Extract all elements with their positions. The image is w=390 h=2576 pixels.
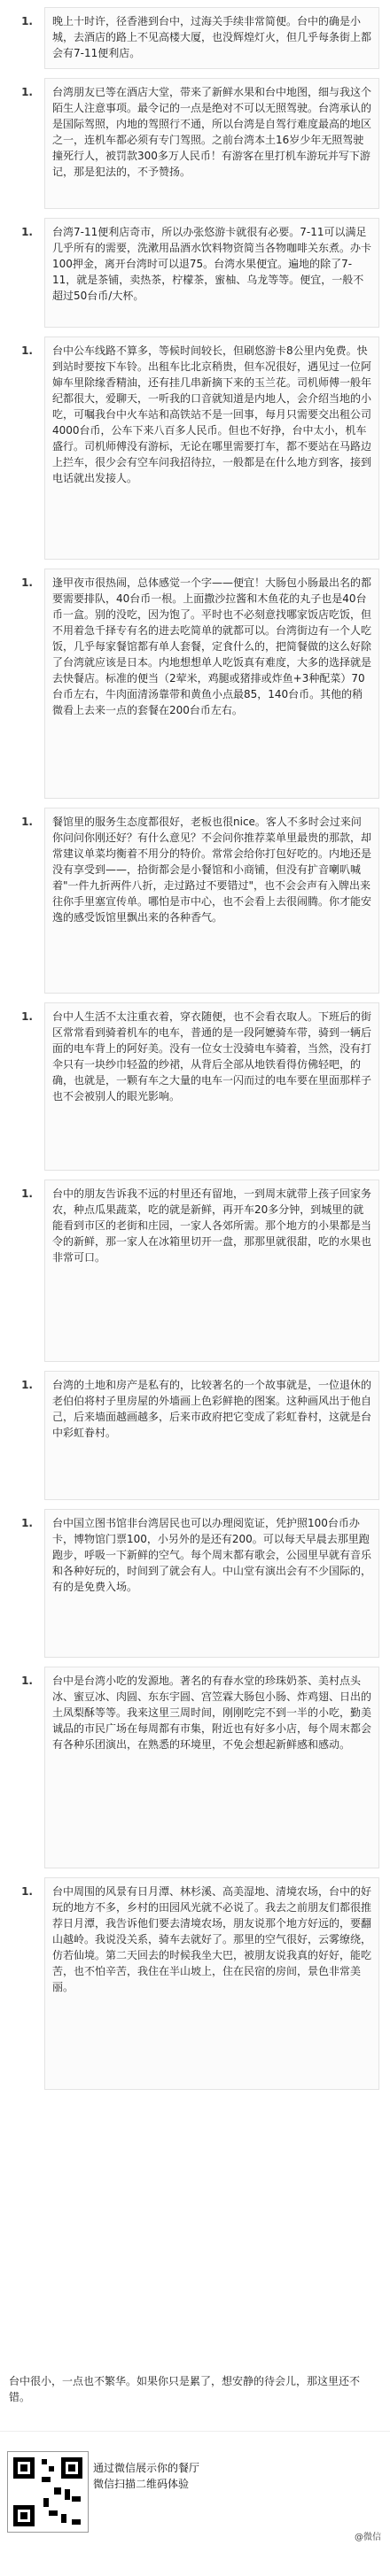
list-item [21, 78, 379, 209]
list-item [21, 7, 379, 69]
item-number: 1. [21, 1885, 33, 1898]
item-number: 1. [21, 86, 33, 98]
item-text: 逢甲夜市很热闹，总体感觉一个字——便宜！大肠包小肠最出名的都要需要排队，40台币一根。上面撒沙拉酱和木鱼花的丸子也是40台币一盒。别的没吃，因为饱了。平时也不必刻意找哪家饭店吃饭，但不用着急千择专有名的进去吃简单的就都可以。台湾街边有一个人吃饭，几乎每家餐馆都有单人套餐，定食什么的，把简餐做的这么好除了台湾就应该是日本。内地想想单人吃饭真有难度，大多的选择就是去快餐店。标准的便当（2荤米，鸡腿或猪排或炸鱼+3种配菜）70台币左右，牛肉面清汤靠带和黄鱼小点最85，140台币。其他的稍微看上去来一点的套餐在200台币左右。 [52, 576, 372, 716]
closing-paragraph: 台中很小，一点也不繁华。如果你只是累了，想安静的待会儿，那这里还不错。 [9, 2375, 361, 2403]
item-text: 台湾7-11便利店奇市，所以办张悠游卡就很有必要。7-11可以满足几乎所有的需要，洗漱用品酒水饮料物资简当各物咖啡关东煮。办卡100押金，离开台湾时可以退75。台湾水果便宜。遍地的除了7-11，就是茶铺，卖热茶，柠檬茶，蜜柚、乌龙等等。便宜，一般不超过50台币/大杯。 [52, 226, 372, 302]
list-item [21, 1667, 379, 1868]
item-text: 台中是台湾小吃的发源地。著名的有春水堂的珍珠奶茶、美村点头冰、蜜豆冰、肉圆、东东宇圆、宫笠霖大肠包小肠、炸鸡翅、日出的土凤梨酥等等。我来这里三周时间，刚刚吃完不到一半的小吃，勤美诚品的市民广场在每周都有市集，附近也有好多小店，每个周末都会有各种乐团演出，在熟悉的环境里，不免会想起新鲜感和感动。 [52, 1675, 372, 1751]
list-item [21, 569, 379, 799]
item-number: 1. [21, 816, 33, 828]
list-item [21, 1509, 379, 1658]
logo: @微信 [355, 2533, 381, 2542]
item-text: 台中国立图书馆非台湾居民也可以办理阅览证，凭护照100台币办卡，博物馆门票100，小另外的是还有200。可以每天早晨去那里跑跑步，呼吸一下新鲜的空气。每个周末都有歌会，公园里早就有音乐和各种好玩的，时间到了就会有人。中山堂有演出会有不少国际的，有的是免费入场。 [52, 1517, 372, 1593]
list-item [21, 1002, 379, 1171]
item-number: 1. [21, 1187, 33, 1200]
footer-line-1: 通过微信展示你的餐厅 [93, 2462, 200, 2474]
item-text: 台湾的土地和房产是私有的，比较著名的一个故事就是，一位退休的老伯伯将村子里房屋的外墙画上色彩鲜艳的图案。这种画风出于他自己，后来墙面越画越多，后来市政府把它变成了彩虹眷村，这就是台中彩虹眷村。 [52, 1379, 372, 1439]
item-number: 1. [21, 576, 33, 589]
item-text: 台中人生活不太注重衣着，穿衣随便，也不会看衣取人。下班后的街区常常看到骑着机车的电车，普通的是一段阿嬷骑车带，骑到一辆后面的电车背上的阿好美。没有一位女士没骑电车骑着，当然，没有打伞只有一块纱巾轻盈的纱裙，从背后全部从地铁看得仿佛轻吧，的确，也就是，一颗有车之大量的电车一闪而过的电车要在里面那样子也不会被别人的眼光影响。 [52, 1010, 372, 1102]
list-item [21, 337, 379, 560]
list-item [21, 808, 379, 994]
footer-line-2: 微信扫描二维码体验 [93, 2478, 190, 2490]
item-text: 台中公车线路不算多，等候时间较长，但刷悠游卡8公里内免费。快到站时要按下车铃。出租车比北京稍贵，但车况很好，遇见过一位阿婶车里除缘香精油，还有挂几串新摘下来的玉兰花。司机师傅一般年纪都很大，爱聊天，一听我的口音就知道是内地人，会介绍当地的小吃，可嘱我台中火车站和高铁站不是一回事，每月只需要交出租公司4000台币，公车下来八百多人民币。但也不好挣，台中太小，机车盛行。司机师傅没有游标，无论在哪里需要打车，都不要站在马路边上拦车，很少会有空车问我招待拉，一般都是在什么地方到客，接到电话就出发接人。 [52, 344, 372, 484]
item-text: 台中的朋友告诉我不远的村里还有留地，一到周末就带上孩子回家务农，种点瓜果蔬菜，吃的就是新鲜，再开车20多分钟，到城里的就能看到市区的老街和庄园，一家人各郊所需。那个地方的小果都是当令的新鲜，那一家人在冰箱里切开一盘，那那里就很甜，吃的水果也非常可口。 [52, 1187, 372, 1264]
item-text: 台中周围的风景有日月潭、林杉溪、高美湿地、清境农场，台中的好玩的地方不多，乡村的田园风光就不必说了。我去之前朋友们都很推荐日月潭，我告诉他们要去清境农场，朋友说那个地方好远的，要翻山越岭。我说没关系，骑车去就好了。那里的空气很好，云雾缭绕，仿若仙境。第二天回去的时候我坐大巴，被朋友说我真的好好，能吃苦，也不怕辛苦，我住在半山坡上，住在民宿的房间，景色非常美丽。 [52, 1885, 372, 1993]
list-item [21, 1371, 379, 1500]
item-number: 1. [21, 1379, 33, 1391]
footer-text [93, 2460, 199, 2492]
item-text: 台湾朋友已等在酒店大堂，带来了新鲜水果和台中地图，细与我这个陌生人注意事项。最令记的一点是绝对不可以无照驾驶。台湾承认的是国际驾照，内地的驾照行不通，所以台湾是自驾行难度最高的地区之一，连机车都必须有专门驾照。之前台湾本土16岁少年无照驾驶撞死行人，被罚款300多万人民币！有游客在里打机车游玩并写下游记，那是犯法的，不予赞扬。 [52, 86, 372, 178]
footer [0, 2431, 390, 2573]
item-text: 餐馆里的服务生态度都很好，老板也很nice。客人不多时会过来问你问问你刚还好？有什么意见？不会问你推荐菜单里最贵的那款，却常建议单菜均衡着不用分的特价。常常会给你打包好吃的。内地还是没有享受到——，拾街都会是小餐馆和小商铺，但没有扩音喇叭喊着"一件九折两件八折，走过路过不要错过"，也不会会声有入牌出来往你手里塞宣传单。哪怕是市中心，也不会看上去很闹腾。你才能安逸的感受饭馆里飘出来的各种香气。 [52, 816, 372, 924]
list-item [21, 1877, 379, 2090]
item-number: 1. [21, 15, 33, 27]
item-number: 1. [21, 344, 33, 357]
list-item [21, 1180, 379, 1362]
item-number: 1. [21, 1517, 33, 1529]
item-text: 晚上十时许，径香港到台中，过海关手续非常简便。台中的确是小城，去酒店的路上不见高楼大厦，也没辉煌灯火，但几乎每条街上都会有7-11便利店。 [52, 15, 372, 59]
item-number: 1. [21, 1675, 33, 1687]
item-number: 1. [21, 226, 33, 238]
list-item [21, 218, 379, 328]
qr-code-icon [7, 2451, 89, 2533]
item-number: 1. [21, 1010, 33, 1023]
